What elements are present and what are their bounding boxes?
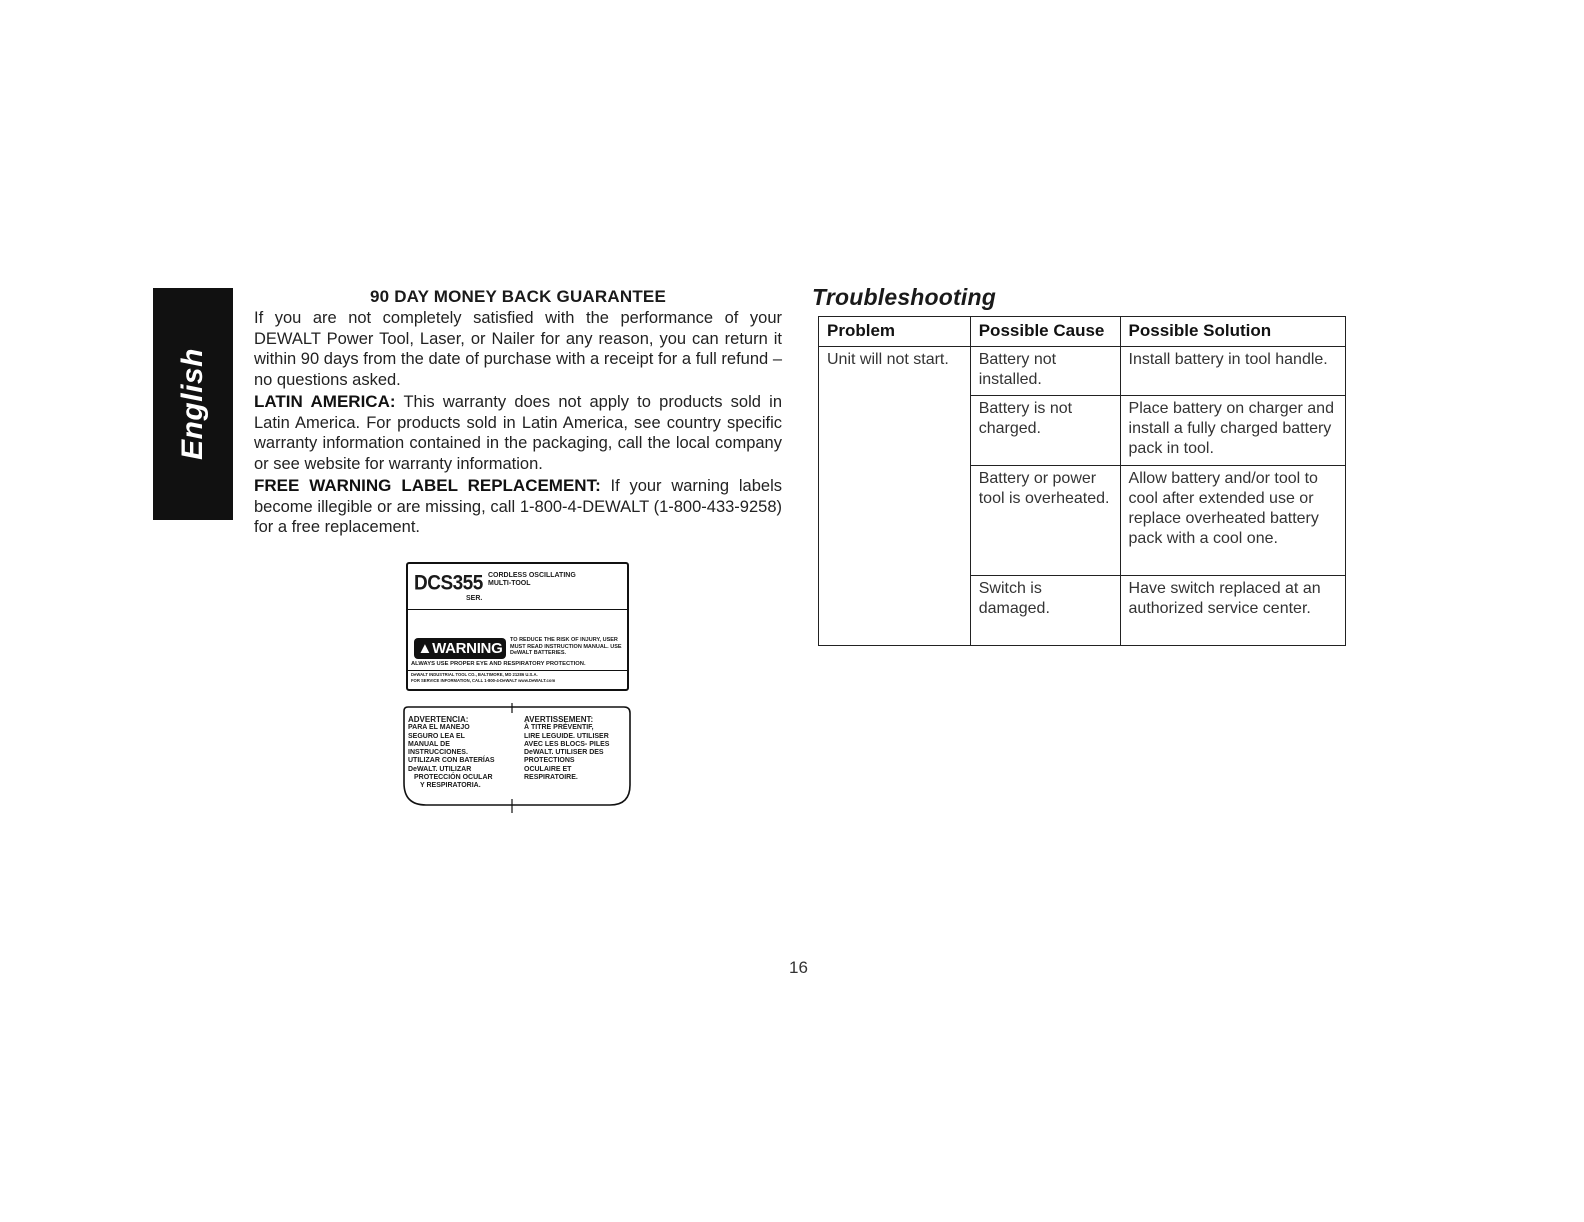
french-line: AVEC LES BLOCS- PILES	[524, 740, 610, 748]
warning-triangle-icon: ▲	[417, 640, 433, 657]
french-line: À TITRE PRÉVENTIF,	[524, 724, 594, 732]
spanish-warning-heading: ADVERTENCIA:	[408, 715, 469, 724]
spanish-line: SEGURO LEA EL	[408, 732, 465, 740]
warning-badge	[414, 638, 506, 659]
solution-cell: Have switch replaced at an authorized service center.	[1120, 576, 1345, 646]
french-warning-heading: AVERTISSEMENT:	[524, 715, 594, 724]
free-label-paragraph	[254, 476, 782, 538]
troubleshooting-table	[818, 316, 1346, 646]
cause-cell: Battery is not charged.	[970, 396, 1120, 466]
free-label-body: If your warning labels become illegible or are missing, call 1-800-4-DEWALT (1-800-433-9258) for a free replacement.	[254, 477, 782, 536]
spanish-line: DeWALT. UTILIZAR	[408, 765, 472, 773]
language-tab-label: English	[176, 348, 209, 460]
table-row	[819, 347, 1346, 396]
tool-warning-label	[406, 562, 629, 691]
solution-cell: Install battery in tool handle.	[1120, 347, 1345, 396]
translation-label	[400, 703, 632, 823]
french-warning	[524, 716, 609, 782]
guarantee-body: If you are not completely satisfied with the performance of your DEWALT Power Tool, Laser, or Nailer for any reason, you can return it within 90 days from the date of purchase with a receipt for a full refund – no questions asked.	[254, 309, 782, 389]
spanish-warning	[408, 716, 495, 791]
cause-cell: Switch is damaged.	[970, 576, 1120, 646]
latin-america-paragraph	[254, 392, 782, 474]
guarantee-heading: 90 DAY MONEY BACK GUARANTEE	[369, 287, 667, 306]
solution-cell: Allow battery and/or tool to cool after extended use or replace overheated battery pack with a cool one.	[1120, 466, 1345, 576]
spanish-line: INSTRUCCIONES.	[408, 749, 468, 757]
label-model: DCS355	[414, 571, 483, 595]
page-number: 16	[789, 958, 808, 977]
manufacturer-line2: FOR SERVICE INFORMATION, CALL 1-800-4-DeWALT www.DeWALT.com	[411, 677, 556, 683]
manufacturer-info	[411, 672, 555, 683]
cause-cell: Battery not installed.	[970, 347, 1120, 396]
manufacturer-line1: DeWALT INDUSTRIAL TOOL CO., BALTIMORE, MD 21286 U.S.A.	[411, 672, 538, 677]
warranty-section	[254, 286, 782, 540]
latin-america-body: This warranty does not apply to products sold in Latin America. For products sold in Latin America, see country specific warranty information contained in the packaging, call the local company or see website for warranty information.	[254, 393, 782, 473]
troubleshooting-title: Troubleshooting	[812, 284, 997, 310]
label-serial: SER.	[466, 595, 483, 602]
french-line: RESPIRATOIRE.	[524, 774, 578, 782]
spanish-line: PROTECCIÓN OCULAR	[414, 774, 493, 782]
table-header-row	[819, 317, 1346, 347]
label-description-line1: CORDLESS OSCILLATING	[488, 572, 576, 579]
cause-cell: Battery or power tool is overheated.	[970, 466, 1120, 576]
spanish-line: Y RESPIRATORIA.	[420, 782, 481, 790]
spanish-line: MANUAL DE	[408, 740, 450, 748]
problem-cell: Unit will not start.	[819, 347, 971, 646]
spanish-line: PARA EL MANEJO	[408, 724, 470, 732]
label-description	[488, 572, 576, 588]
free-label-label: FREE WARNING LABEL REPLACEMENT:	[254, 476, 601, 495]
french-line: PROTECTIONS	[524, 757, 575, 765]
header-cause: Possible Cause	[970, 317, 1120, 347]
header-solution: Possible Solution	[1120, 317, 1345, 347]
spanish-line: UTILIZAR CON BATERÍAS	[408, 757, 495, 765]
french-line: LIRE LEGUIDE. UTILISER	[524, 732, 609, 740]
french-line: DeWALT. UTILISER DES	[524, 749, 604, 757]
header-problem: Problem	[819, 317, 971, 347]
solution-cell: Place battery on charger and install a fully charged battery pack in tool.	[1120, 396, 1345, 466]
french-line: OCULAIRE ET	[524, 765, 572, 773]
label-divider	[408, 609, 627, 610]
warning-badge-text: WARNING	[432, 640, 503, 657]
protection-text: ALWAYS USE PROPER EYE AND RESPIRATORY PROTECTION.	[411, 661, 586, 667]
latin-america-label: LATIN AMERICA:	[254, 392, 396, 411]
warning-text: TO REDUCE THE RISK OF INJURY, USER MUST READ INSTRUCTION MANUAL. USE DeWALT BATTERIES.	[510, 637, 622, 656]
label-divider-2	[408, 670, 627, 671]
language-tab	[153, 288, 233, 520]
label-description-line2: MULTI-TOOL	[488, 580, 531, 587]
